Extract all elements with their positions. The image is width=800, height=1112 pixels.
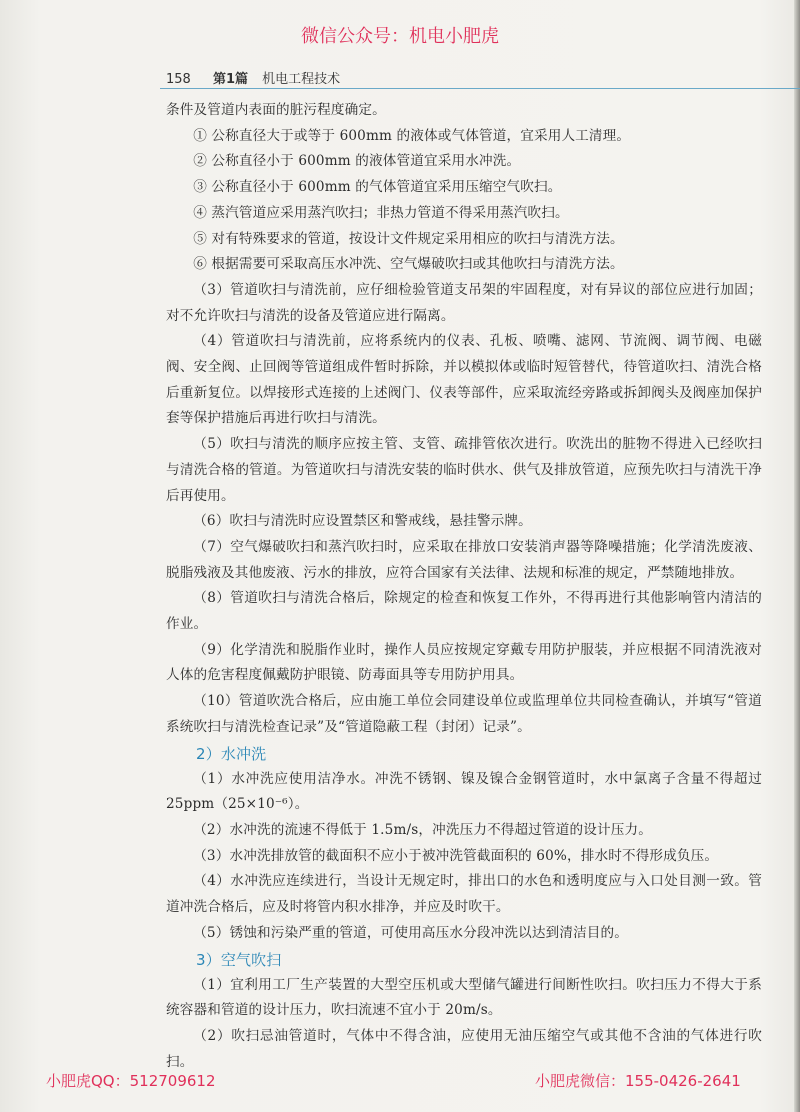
page-number: 158 [166, 72, 191, 87]
running-header [166, 68, 340, 87]
paragraph: （4）水冲洗应连续进行，当设计无规定时，排出口的水色和透明度应与入口处目测一致。管道冲洗合格后，应及时将管内积水排净，并应及时吹干。 [166, 873, 762, 916]
page-edge-shadow [794, 0, 800, 1112]
paragraph: （9）化学清洗和脱脂作业时，操作人员应按规定穿戴专用防护服装，并应根据不同清洗液对人体的危害程度佩戴防护眼镜、防毒面具等专用防护用具。 [166, 641, 762, 684]
paragraph: （5）吹扫与清洗的顺序应按主管、支管、疏排管依次进行。吹洗出的脏物不得进入已经吹扫与清洗合格的管道。为管道吹扫与清洗安装的临时供水、供气及排放管道，应预先吹扫与清洗干净后再使用。 [166, 436, 762, 504]
paragraph: （3）管道吹扫与清洗前，应仔细检验管道支吊架的牢固程度，对有异议的部位应进行加固；对不允许吹扫与清洗的设备及管道应进行隔离。 [166, 281, 762, 324]
paragraph: （8）管道吹扫与清洗合格后，除规定的检查和恢复工作外，不得再进行其他影响管内清洁的作业。 [166, 590, 762, 633]
paragraph: ④ 蒸汽管道应采用蒸汽吹扫；非热力管道不得采用蒸汽吹扫。 [193, 204, 569, 221]
paragraph: ⑥ 根据需要可采取高压水冲洗、空气爆破吹扫或其他吹扫与清洗方法。 [193, 256, 624, 273]
paragraph: （5）锈蚀和污染严重的管道，可使用高压水分段冲洗以达到清洁目的。 [193, 924, 629, 941]
paragraph: （6）吹扫与清洗时应设置禁区和警戒线，悬挂警示牌。 [193, 513, 532, 530]
bottom-left-watermark: 小肥虎QQ：512709612 [46, 1072, 216, 1090]
section-heading: 3）空气吹扫 [196, 950, 282, 969]
bottom-right-watermark: 小肥虎微信：155-0426-2641 [535, 1072, 741, 1090]
paragraph: （2）水冲洗的流速不得低于 1.5m/s，冲洗压力不得超过管道的设计压力。 [193, 821, 652, 838]
paragraph: （7）空气爆破吹扫和蒸汽吹扫时，应采取在排放口安装消声器等降噪措施；化学清洗废液、脱脂残液及其他废液、污水的排放，应符合国家有关法律、法规和标准的规定，严禁随地排放。 [166, 538, 762, 581]
paragraph: （3）水冲洗排放管的截面积不应小于被冲洗管截面积的 60%，排水时不得形成负压。 [193, 847, 719, 864]
paragraph: 条件及管道内表面的脏污程度确定。 [166, 102, 386, 118]
paragraph: （2）吹扫忌油管道时，气体中不得含油，应使用无油压缩空气或其他不含油的气体进行吹扫。 [166, 1027, 762, 1070]
paragraph: ① 公称直径大于或等于 600mm 的液体或气体管道，宜采用人工清理。 [193, 127, 631, 144]
paragraph: （1）水冲洗应使用洁净水。冲洗不锈钢、镍及镍合金钢管道时，水中氯离子含量不得超过 25ppm（25×10⁻⁶）。 [166, 770, 762, 813]
paragraph: （1）宜利用工厂生产装置的大型空压机或大型储气罐进行间断性吹扫。吹扫压力不得大于系统容器和管道的设计压力，吹扫流速不宜小于 20m/s。 [166, 976, 762, 1019]
paragraph: （10）管道吹洗合格后，应由施工单位会同建设单位或监理单位共同检查确认，并填写“管道系统吹扫与清洗检查记录”及“管道隐蔽工程（封闭）记录”。 [166, 693, 762, 735]
paragraph: （4）管道吹扫与清洗前，应将系统内的仪表、孔板、喷嘴、滤网、节流阀、调节阀、电磁阀、安全阀、止回阀等管道组成件暂时拆除，并以模拟体或临时短管替代，待管道吹扫、清洗合格后重新复位。以焊接形式连接的上述阀门、仪表等部件，应采取流经旁路或拆卸阀头及阀座加保护套等保护措施后再进行吹扫与清洗。 [166, 333, 762, 427]
paragraph: ③ 公称直径小于 600mm 的气体管道宜采用压缩空气吹扫。 [193, 179, 562, 196]
part-label: 第1篇 [212, 72, 249, 87]
section-title: 机电工程技术 [262, 72, 341, 87]
header-rule [160, 88, 800, 89]
body-text [166, 98, 762, 1075]
section-heading: 2）水冲洗 [196, 744, 267, 763]
paragraph: ② 公称直径小于 600mm 的液体管道宜采用水冲洗。 [193, 153, 521, 170]
paragraph: ⑤ 对有特殊要求的管道，按设计文件规定采用相应的吹扫与清洗方法。 [193, 230, 624, 247]
top-watermark: 微信公众号：机电小肥虎 [301, 26, 499, 47]
